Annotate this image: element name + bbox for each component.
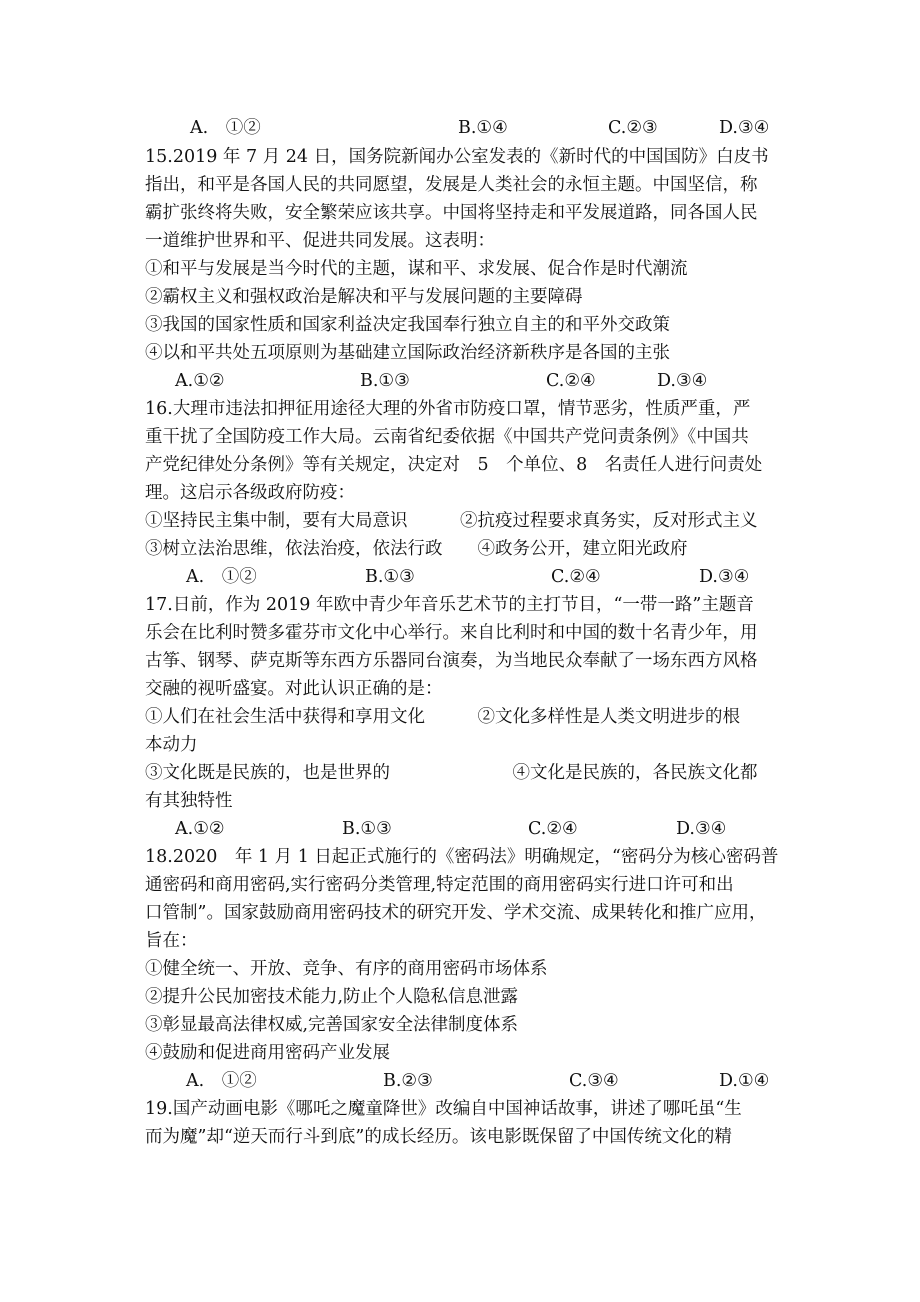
q17-line: 交融的视听盛宴。对此认识正确的是： (145, 679, 443, 699)
q18-statement: ③彰显最高法律权威,完善国家安全法律制度体系 (145, 1015, 519, 1035)
q18-line: 18.2020 年 1 月 1 日起正式施行的《密码法》明确规定，“密码分为核心密码普 (145, 847, 779, 867)
q19-line: 19.国产动画电影《哪吒之魔童降世》改编自中国神话故事，讲述了哪吒虽“生 (145, 1099, 742, 1119)
q16-line: 重干扰了全国防疫工作大局。云南省纪委依据《中国共产党问责条例》《中国共 (145, 427, 749, 447)
option-a: A. ①② (186, 1071, 257, 1091)
option-c: C.③④ (569, 1071, 619, 1091)
option-b: B.①④ (458, 118, 508, 138)
option-d: D.③④ (657, 371, 708, 391)
q18-line: 口管制”。国家鼓励商用密码技术的研究开发、学术交流、成果转化和推广应用， (145, 903, 767, 923)
q15-statement: ①和平与发展是当今时代的主题，谋和平、求发展、促合作是时代潮流 (145, 259, 688, 279)
q17-statement: 有其独特性 (145, 791, 233, 811)
option-d: D.③④ (719, 118, 770, 138)
option-a: A. ①② (190, 118, 261, 138)
option-a: A.①② (175, 819, 225, 839)
q15-line: 一道维护世界和平、促进共同发展。这表明： (145, 231, 495, 251)
q17-statement: 本动力 (145, 735, 198, 755)
q18-line: 旨在： (145, 931, 198, 951)
q18-statement: ①健全统一、开放、竞争、有序的商用密码市场体系 (145, 959, 548, 979)
q16-line: 理。这启示各级政府防疫： (145, 483, 355, 503)
q17-statement: ③文化既是民族的，也是世界的 ④文化是民族的，各民族文化都 (145, 763, 758, 783)
q17-line: 乐会在比利时赞多霍芬市文化中心举行。来自比利时和中国的数十名青少年，用 (145, 623, 758, 643)
q17-line: 古筝、钢琴、萨克斯等东西方乐器同台演奏，为当地民众奉献了一场东西方风格 (145, 651, 758, 671)
q17-statement: ①人们在社会生活中获得和享用文化 ②文化多样性是人类文明进步的根 (145, 707, 740, 727)
option-c: C.②④ (546, 371, 596, 391)
q15-statement: ③我国的国家性质和国家利益决定我国奉行独立自主的和平外交政策 (145, 315, 670, 335)
option-c: C.②④ (528, 819, 578, 839)
q16-line: 产党纪律处分条例》等有关规定，决定对 5 个单位、8 名责任人进行问责处 (145, 455, 763, 475)
option-d: D.③④ (699, 567, 750, 587)
q18-statement: ②提升公民加密技术能力,防止个人隐私信息泄露 (145, 987, 519, 1007)
q17-line: 17.日前，作为 2019 年欧中青少年音乐艺术节的主打节目，“一带一路”主题音 (145, 595, 754, 615)
option-c: C.②④ (551, 567, 601, 587)
option-b: B.①③ (365, 567, 415, 587)
option-b: B.①③ (360, 371, 410, 391)
q18-statement: ④鼓励和促进商用密码产业发展 (145, 1043, 390, 1063)
q15-line: 15.2019 年 7 月 24 日，国务院新闻办公室发表的《新时代的中国国防》白皮书 (145, 147, 769, 167)
q18-line: 通密码和商用密码,实行密码分类管理,特定范围的商用密码实行进口许可和出 (145, 875, 734, 895)
option-c: C.②③ (608, 118, 658, 138)
q16-statement: ③树立法治思维，依法治疫，依法行政 ④政务公开，建立阳光政府 (145, 539, 688, 559)
option-d: D.③④ (676, 819, 727, 839)
q15-line: 指出，和平是各国人民的共同愿望，发展是人类社会的永恒主题。中国坚信，称 (145, 175, 758, 195)
q19-line: 而为魔”却“逆天而行斗到底”的成长经历。该电影既保留了中国传统文化的精 (145, 1127, 732, 1147)
q15-statement: ④以和平共处五项原则为基础建立国际政治经济新秩序是各国的主张 (145, 343, 670, 363)
option-d: D.①④ (719, 1071, 770, 1091)
option-a: A. ①② (186, 567, 257, 587)
option-a: A.①② (175, 371, 225, 391)
option-b: B.①③ (342, 819, 392, 839)
option-b: B.②③ (383, 1071, 433, 1091)
q15-statement: ②霸权主义和强权政治是解决和平与发展问题的主要障碍 (145, 287, 583, 307)
q16-statement: ①坚持民主集中制，要有大局意识 ②抗疫过程要求真务实，反对形式主义 (145, 511, 758, 531)
q16-line: 16.大理市违法扣押征用途径大理的外省市防疫口罩，情节恶劣，性质严重，严 (145, 399, 751, 419)
q15-line: 霸扩张终将失败，安全繁荣应该共享。中国将坚持走和平发展道路，同各国人民 (145, 203, 758, 223)
